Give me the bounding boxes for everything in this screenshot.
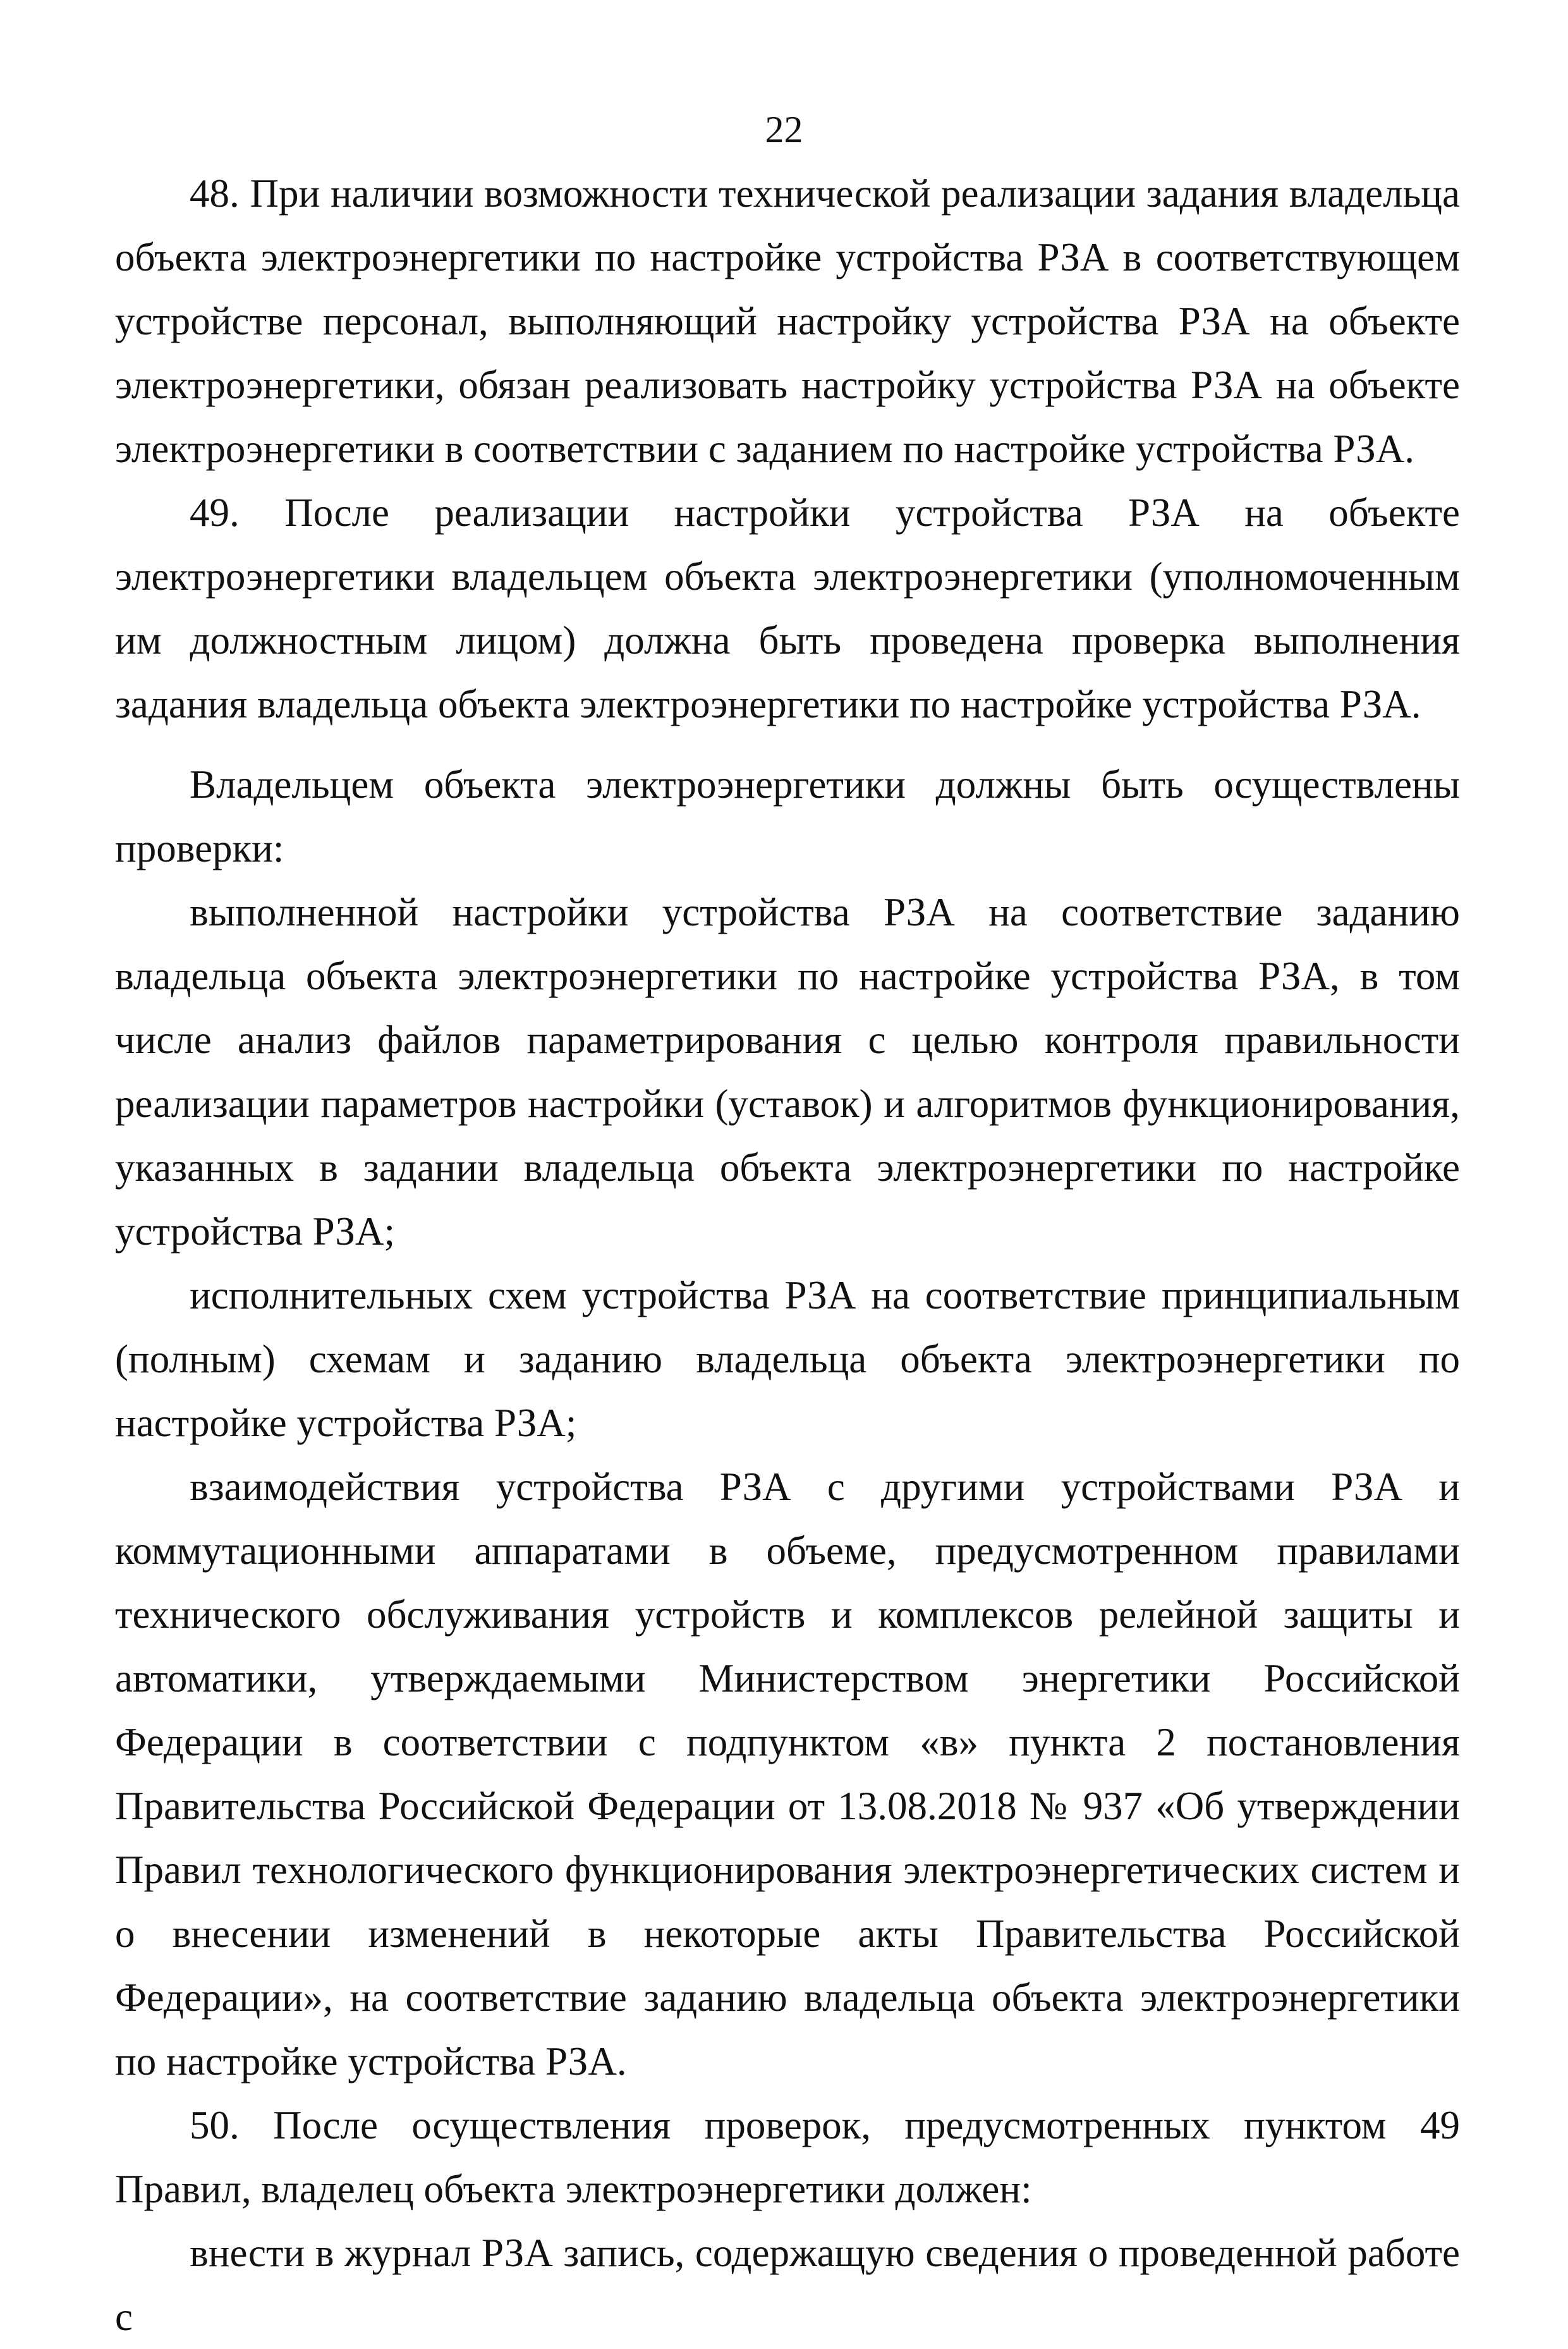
paragraph-check-interaction: взаимодействия устройства РЗА с другими устройствами РЗА и коммутационными аппаратами в объеме, предусмотренном правилами технического обслуживания устройств и комплексов релейной защиты и автоматики, утверждаемыми Министерством энергетики Российской Федерации в соответствии с подпунктом «в» пункта 2 постановления Правительства Российской Федерации от 13.08.2018 № 937 «Об утверждении Правил технологического функционирования электроэнергетических систем и о внесении изменений в некоторые акты Правительства Российской Федерации», на соответствие заданию владельца объекта электроэнергетики по настройке устройства РЗА.: [115, 1465, 1460, 2084]
paragraph-checks-intro: Владельцем объекта электроэнергетики должны быть осуществлены проверки:: [115, 762, 1460, 870]
page-number: 22: [765, 109, 803, 150]
paragraph-journal-entry: внести в журнал РЗА запись, содержащую сведения о проведенной работе с: [115, 2231, 1460, 2339]
paragraph-check-schemes: исполнительных схем устройства РЗА на соответствие принципиальным (полным) схемам и заданию владельца объекта электроэнергетики по настройке устройства РЗА;: [115, 1273, 1460, 1445]
paragraph-48: 48. При наличии возможности технической реализации задания владельца объекта электроэнергетики по настройке устройства РЗА в соответствующем устройстве персонал, выполняющий настройку устройства РЗА на объекте электроэнергетики, обязан реализовать настройку устройства РЗА на объекте электроэнергетики в соответствии с заданием по настройке устройства РЗА.: [115, 171, 1460, 471]
paragraph-check-settings: выполненной настройки устройства РЗА на соответствие заданию владельца объекта электроэнергетики по настройке устройства РЗА, в том числе анализ файлов параметрирования с целью контроля правильности реализации параметров настройки (уставок) и алгоритмов функционирования, указанных в задании владельца объекта электроэнергетики по настройке устройства РЗА;: [115, 890, 1460, 1254]
document-body: [115, 162, 1460, 2349]
paragraph-49: 49. После реализации настройки устройства РЗА на объекте электроэнергетики владельцем объекта электроэнергетики (уполномоченным им должностным лицом) должна быть проведена проверка выполнения задания владельца объекта электроэнергетики по настройке устройства РЗА.: [115, 491, 1460, 726]
paragraph-50: 50. После осуществления проверок, предусмотренных пунктом 49 Правил, владелец объекта электроэнергетики должен:: [115, 2103, 1460, 2211]
